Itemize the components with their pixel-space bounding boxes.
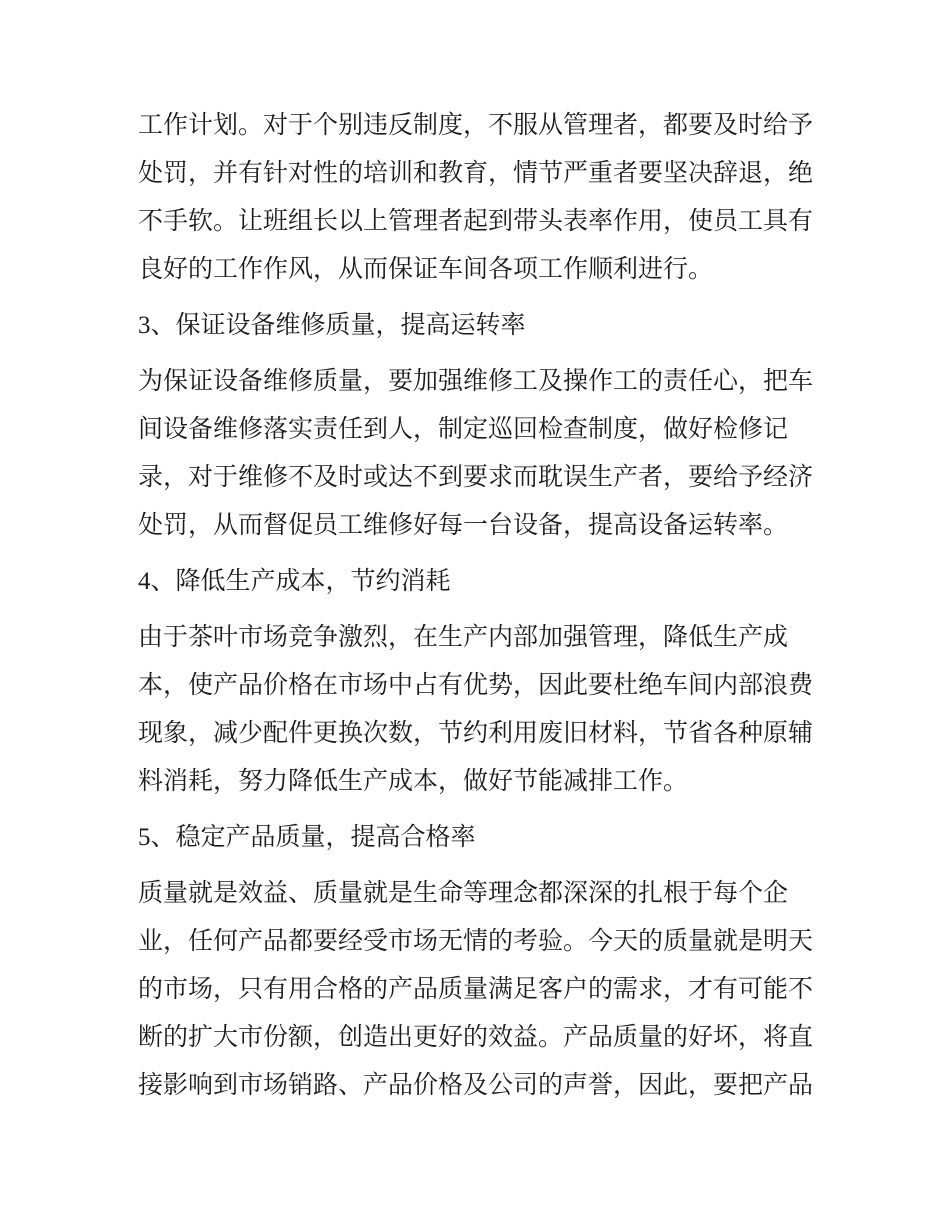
text-line: 处罚，并有针对性的培训和教育，情节严重者要坚决辞退，绝	[138, 160, 814, 187]
text-line: 料消耗，努力降低生产成本，做好节能减排工作。	[138, 768, 689, 795]
text-line: 为保证设备维修质量，要加强维修工及操作工的责任心，把车	[138, 368, 814, 395]
heading-line: 3、保证设备维修质量，提高运转率	[138, 312, 526, 339]
text-line: 接影响到市场销路、产品价格及公司的声誉，因此，要把产品	[138, 1072, 814, 1099]
text-line: 业，任何产品都要经受市场无情的考验。今天的质量就是明天	[138, 928, 814, 955]
text-line: 工作计划。对于个别违反制度，不服从管理者，都要及时给予	[138, 112, 814, 139]
section-heading	[138, 814, 838, 862]
text-line: 本，使产品价格在市场中占有优势，因此要杜绝车间内部浪费	[138, 672, 814, 699]
text-line: 现象，减少配件更换次数，节约利用废旧材料，节省各种原辅	[138, 720, 814, 747]
heading-line: 4、降低生产成本，节约消耗	[138, 568, 451, 595]
section-heading	[138, 558, 838, 606]
heading-line: 5、稳定产品质量，提高合格率	[138, 824, 476, 851]
paragraph	[138, 614, 838, 806]
text-line: 的市场，只有用合格的产品质量满足客户的需求，才有可能不	[138, 976, 814, 1003]
text-line: 质量就是效益、质量就是生命等理念都深深的扎根于每个企	[138, 880, 789, 907]
paragraph	[138, 870, 838, 1110]
paragraph	[138, 102, 838, 294]
text-line: 录，对于维修不及时或达不到要求而耽误生产者，要给予经济	[138, 464, 814, 491]
text-line: 良好的工作作风，从而保证车间各项工作顺利进行。	[138, 256, 714, 283]
text-line: 间设备维修落实责任到人，制定巡回检查制度，做好检修记	[138, 416, 789, 443]
text-line: 不手软。让班组长以上管理者起到带头表率作用，使员工具有	[138, 208, 814, 235]
text-line: 处罚，从而督促员工维修好每一台设备，提高设备运转率。	[138, 512, 789, 539]
text-line: 由于茶叶市场竞争激烈，在生产内部加强管理，降低生产成	[138, 624, 789, 651]
section-heading	[138, 302, 838, 350]
document-text-block	[138, 102, 838, 1118]
text-line: 断的扩大市份额，创造出更好的效益。产品质量的好坏，将直	[138, 1024, 814, 1051]
paragraph	[138, 358, 838, 550]
